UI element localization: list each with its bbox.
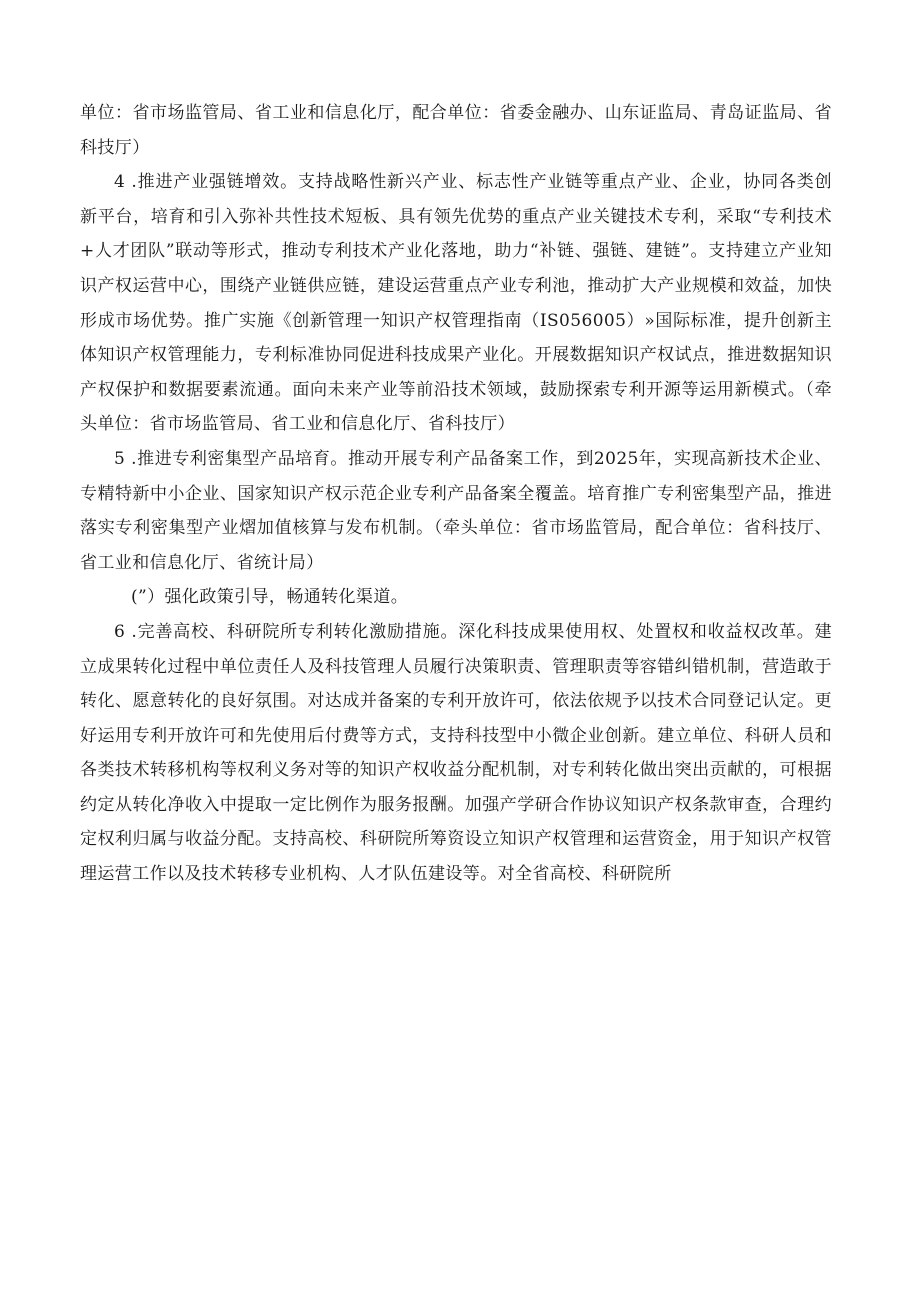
paragraph-item-4: 4 .推进产业强链增效。支持战略性新兴产业、标志性产业链等重点产业、企业，协同各类创新平台，培育和引入弥补共性技术短板、具有领先优势的重点产业关键技术专利，采取“专利技术+人才团队”联动等形式，推动专利技术产业化落地，助力“补链、强链、建链”。支持建立产业知识产权运营中心，围绕产业链供应链，建设运营重点产业专利池，推动扩大产业规模和效益，加快形成市场优势。推广实施《创新管理一知识产权管理指南（IS056005）»国际标准，提升创新主体知识产权管理能力，专利标准协同促进科技成果产业化。开展数据知识产权试点，推进数据知识产权保护和数据要素流通。面向未来产业等前沿技术领域，鼓励探索专利开源等运用新模式。（牵头单位：省市场监管局、省工业和信息化厅、省科技厅） [80, 172, 832, 435]
paragraph-item-5: 5 .推进专利密集型产品培育。推动开展专利产品备案工作，到2025年，实现高新技术企业、专精特新中小企业、国家知识产权示范企业专利产品备案全覆盖。培育推广专利密集型产品，推进落实专利密集型产业熠加值核算与发布机制。（牵头单位：省市场监管局，配合单位：省科技厅、省工业和信息化厅、省统计局） [80, 448, 832, 573]
section-heading: (”）强化政策引导，畅通转化渠道。 [131, 587, 409, 608]
paragraph-continuation: 单位：省市场监管局、省工业和信息化厅，配合单位：省委金融办、山东证监局、青岛证监局、省科技厅） [80, 103, 832, 158]
document-body [80, 96, 832, 892]
paragraph-item-6: 6 .完善高校、科研院所专利转化激励措施。深化科技成果使用权、处置权和收益权改革。建立成果转化过程中单位责任人及科技管理人员履行决策职责、管理职责等容错纠错机制，营造敢于转化、愿意转化的良好氛围。对达成并备案的专利开放许可，依法依规予以技术合同登记认定。更好运用专利开放许可和先使用后付费等方式，支持科技型中小微企业创新。建立单位、科研人员和各类技术转移机构等权利义务对等的知识产权收益分配机制，对专利转化做出突出贡献的，可根据约定从转化净收入中提取一定比例作为服务报酬。加强产学研合作协议知识产权条款审查，合理约定权利归属与收益分配。支持高校、科研院所筹资设立知识产权管理和运营资金，用于知识产权管理运营工作以及技术转移专业机构、人才队伍建设等。对全省高校、科研院所 [80, 621, 832, 885]
